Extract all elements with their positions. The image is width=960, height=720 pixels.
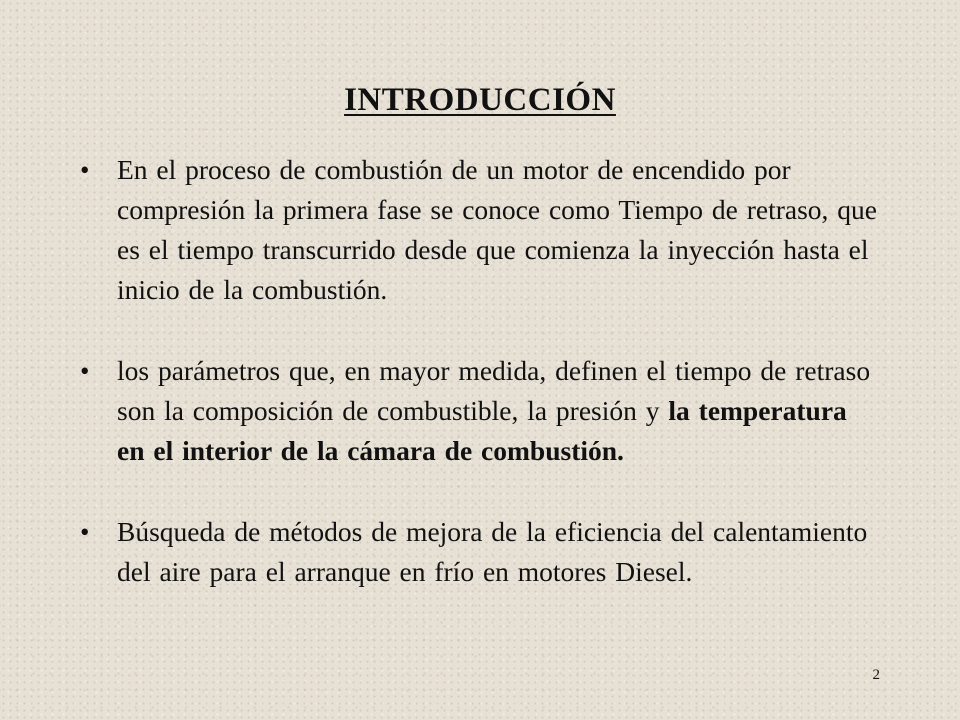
- bullet-marker: •: [80, 356, 90, 386]
- bullet-text-2-regular: los parámetros que, en mayor medida, definen el tiempo de retraso son la composición de combustible, la presión y: [117, 355, 871, 426]
- bullet-marker: •: [80, 155, 90, 185]
- bullet-marker: •: [80, 517, 90, 547]
- bullet-text-1: En el proceso de combustión de un motor de encendido por compresión la primera fase se conoce como Tiempo de retraso, que es el tiempo transcurrido desde que comienza la inyección hasta el inicio de la combustión.: [117, 154, 877, 305]
- bullet-item-1: [80, 150, 880, 310]
- bullet-list: [80, 150, 880, 592]
- bullet-item-2: [80, 351, 880, 471]
- bullet-text-2-bold: la temperatura en el interior de la cámara de combustión.: [117, 395, 847, 466]
- slide-title-text: INTRODUCCIÓN: [344, 82, 616, 118]
- slide-title: [0, 82, 960, 119]
- bullet-text-3: Búsqueda de métodos de mejora de la eficiencia del calentamiento del aire para el arranque en frío en motores Diesel.: [117, 516, 868, 587]
- page-number: 2: [872, 667, 880, 683]
- bullet-item-3: [80, 512, 880, 592]
